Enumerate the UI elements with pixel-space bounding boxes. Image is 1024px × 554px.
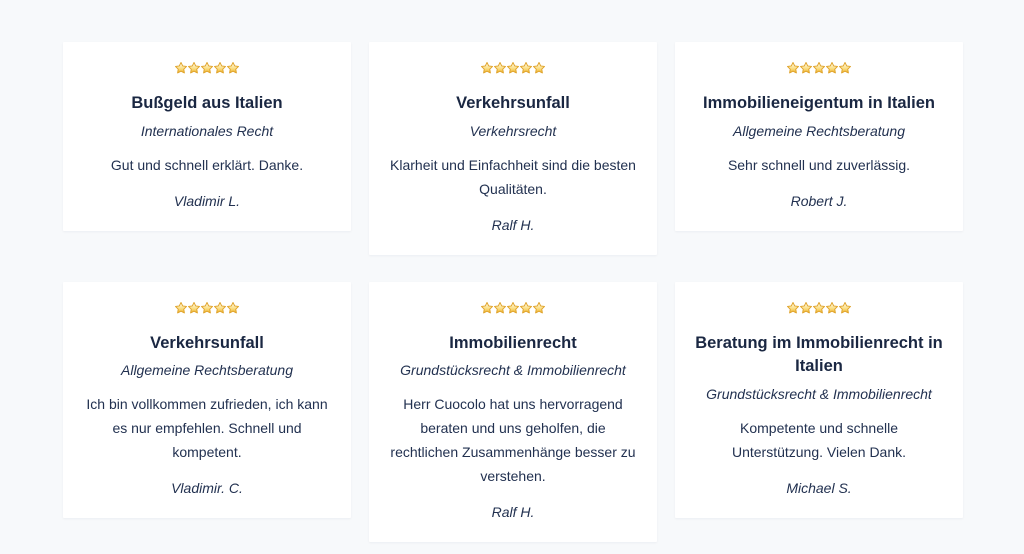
review-text: Sehr schnell und zuverlässig. — [727, 156, 911, 173]
review-card — [63, 42, 351, 231]
rating-stars — [83, 300, 331, 316]
rating-stars — [389, 60, 637, 76]
review-text: Ich bin vollkommen zufrieden, ich kann es nur empfehlen. Schnell und kompetent. — [86, 396, 328, 461]
star-icon — [838, 301, 852, 315]
review-category: Grundstücksrecht & Immobilienrecht — [400, 362, 626, 379]
review-card — [369, 42, 657, 255]
star-icon — [519, 61, 533, 75]
review-card — [675, 42, 963, 231]
review-author: Vladimir. C. — [171, 479, 243, 496]
star-icon — [506, 61, 520, 75]
star-icon — [532, 301, 546, 315]
star-icon — [174, 61, 188, 75]
star-icon — [825, 301, 839, 315]
review-author: Michael S. — [786, 479, 852, 496]
review-title: Bußgeld aus Italien — [131, 94, 283, 112]
review-category: Internationales Recht — [140, 122, 274, 139]
star-icon — [226, 61, 240, 75]
star-icon — [480, 301, 494, 315]
rating-stars — [83, 60, 331, 76]
star-icon — [213, 61, 227, 75]
review-category: Verkehrsrecht — [469, 122, 557, 139]
star-icon — [532, 61, 546, 75]
review-category: Allgemeine Rechtsberatung — [121, 362, 293, 379]
review-text: Gut und schnell erklärt. Danke. — [110, 156, 304, 173]
star-icon — [200, 61, 214, 75]
review-title: Verkehrsunfall — [456, 94, 570, 112]
review-text: Herr Cuocolo hat uns hervorragend beraten und uns geholfen, die rechtlichen Zusammenhänge besser zu verstehen. — [390, 396, 636, 484]
review-card — [63, 282, 351, 518]
review-category: Grundstücksrecht & Immobilienrecht — [706, 386, 932, 403]
review-author: Vladimir L. — [173, 192, 241, 209]
star-icon — [187, 301, 201, 315]
review-title: Verkehrsunfall — [150, 333, 264, 352]
star-icon — [187, 61, 201, 75]
star-icon — [786, 61, 800, 75]
star-icon — [799, 301, 813, 315]
review-text: Kompetente und schnelle Unterstützung. Vielen Dank. — [731, 420, 907, 461]
review-author: Ralf H. — [491, 216, 535, 233]
star-icon — [825, 61, 839, 75]
review-title: Beratung im Immobilienrecht in Italien — [695, 333, 943, 376]
rating-stars — [695, 300, 943, 316]
review-title: Immobilienrecht — [449, 333, 577, 352]
star-icon — [200, 301, 214, 315]
review-card — [369, 282, 657, 542]
review-title: Immobilieneigentum in Italien — [703, 94, 935, 112]
star-icon — [838, 61, 852, 75]
star-icon — [213, 301, 227, 315]
reviews-grid — [63, 42, 963, 542]
star-icon — [519, 301, 533, 315]
star-icon — [812, 61, 826, 75]
review-category: Allgemeine Rechtsberatung — [733, 122, 905, 139]
star-icon — [493, 61, 507, 75]
star-icon — [480, 61, 494, 75]
review-text: Klarheit und Einfachheit sind die besten Qualitäten. — [390, 156, 636, 197]
star-icon — [799, 61, 813, 75]
review-card — [675, 282, 963, 518]
rating-stars — [695, 60, 943, 76]
star-icon — [493, 301, 507, 315]
star-icon — [506, 301, 520, 315]
review-author: Robert J. — [790, 192, 848, 209]
star-icon — [174, 301, 188, 315]
star-icon — [226, 301, 240, 315]
rating-stars — [389, 300, 637, 316]
star-icon — [786, 301, 800, 315]
star-icon — [812, 301, 826, 315]
review-author: Ralf H. — [491, 503, 535, 520]
